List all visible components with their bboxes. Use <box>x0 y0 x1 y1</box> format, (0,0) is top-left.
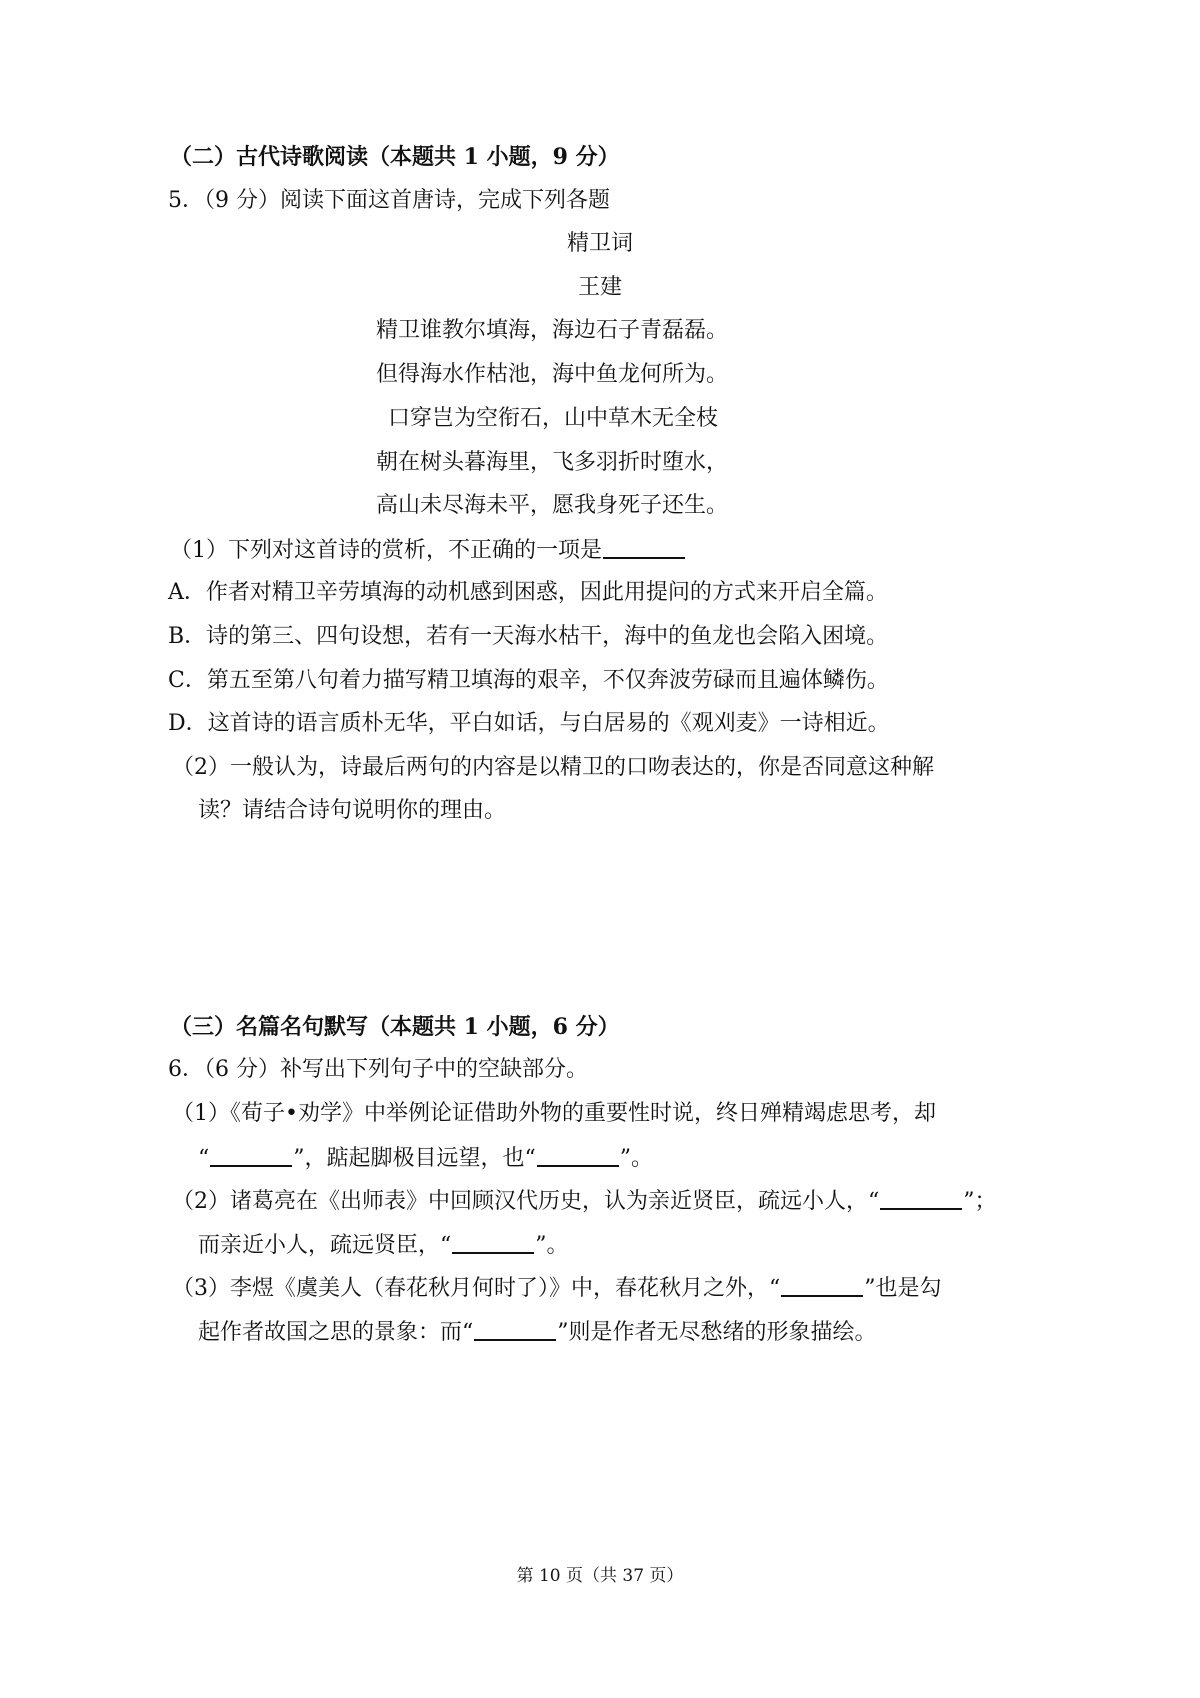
item-2-text: 而亲近小人，疏远贤臣，“ <box>198 1233 452 1258</box>
answer-blank <box>781 1273 863 1297</box>
page-footer: 第 10 页（共 37 页） <box>516 1566 684 1586</box>
answer-blank <box>210 1143 292 1167</box>
item-3-line1 <box>172 1273 942 1304</box>
sub-question-1 <box>170 535 686 566</box>
answer-blank <box>452 1230 534 1254</box>
answer-blank <box>474 1317 556 1341</box>
item-1-text: “ <box>198 1146 210 1171</box>
poem-author: 王建 <box>577 275 622 300</box>
question-6-prompt: 6．（6 分）补写出下列句子中的空缺部分。 <box>168 1057 588 1082</box>
item-1-line2 <box>198 1143 653 1174</box>
item-3-text: 起作者故国之思的景象：而“ <box>198 1320 474 1345</box>
item-2-text: ”； <box>963 1189 997 1214</box>
poem-line: 但得海水作枯池，海中鱼龙何所为。 <box>376 362 729 387</box>
poem-line: 精卫谁教尔填海，海边石子青磊磊。 <box>376 318 729 343</box>
answer-blank <box>880 1186 962 1210</box>
sub-question-2-line2: 读？请结合诗句说明你的理由。 <box>198 798 507 823</box>
option-d: D．这首诗的语言质朴无华，平白如话，与白居易的《观刈麦》一诗相近。 <box>168 711 890 736</box>
item-2-line2 <box>198 1230 569 1261</box>
sub-question-1-text: （1）下列对这首诗的赏析，不正确的一项是 <box>170 538 602 563</box>
poem-title: 精卫词 <box>566 231 633 256</box>
question-5-prompt: 5．（9 分）阅读下面这首唐诗，完成下列各题 <box>168 188 610 213</box>
option-b: B．诗的第三、四句设想，若有一天海水枯干，海中的鱼龙也会陷入困境。 <box>168 624 889 649</box>
item-3-text: ”则是作者无尽愁绪的形象描绘。 <box>557 1320 877 1345</box>
poem-line: 高山未尽海未平，愿我身死子还生。 <box>376 493 729 518</box>
item-1-text: ”，踮起脚极目远望，也“ <box>293 1146 536 1171</box>
item-3-text: （3）李煜《虞美人（春花秋月何时了）》中，春花秋月之外，“ <box>172 1276 781 1301</box>
item-3-line2 <box>198 1317 877 1348</box>
option-c: C．第五至第八句着力描写精卫填海的艰辛，不仅奔波劳碌而且遍体鳞伤。 <box>168 668 889 693</box>
item-2-text: ”。 <box>535 1233 569 1258</box>
item-1-text: ”。 <box>619 1146 653 1171</box>
poem-line: 朝在树头暮海里，飞多羽折时堕水， <box>376 450 729 475</box>
item-2-text: （2）诸葛亮在《出师表》中回顾汉代历史，认为亲近贤臣，疏远小人，“ <box>172 1189 880 1214</box>
item-1-line1: （1）《荀子•劝学》中举例论证借助外物的重要性时说，终日殚精竭虑思考，却 <box>172 1101 936 1126</box>
sub-question-2-line1: （2）一般认为，诗最后两句的内容是以精卫的口吻表达的，你是否同意这种解 <box>172 755 934 780</box>
section-heading-recitation: （三）名篇名句默写（本题共 1 小题，6 分） <box>170 1014 620 1040</box>
section-heading-poetry: （二）古代诗歌阅读（本题共 1 小题，9 分） <box>170 144 620 170</box>
poem-line: 口穿岂为空衔石，山中草木无全枝 <box>388 406 719 431</box>
item-2-line1 <box>172 1186 997 1217</box>
option-a: A．作者对精卫辛劳填海的动机感到困惑，因此用提问的方式来开启全篇。 <box>168 580 888 605</box>
answer-blank <box>537 1143 619 1167</box>
item-3-text: ”也是勾 <box>864 1276 942 1301</box>
answer-blank <box>603 535 685 559</box>
